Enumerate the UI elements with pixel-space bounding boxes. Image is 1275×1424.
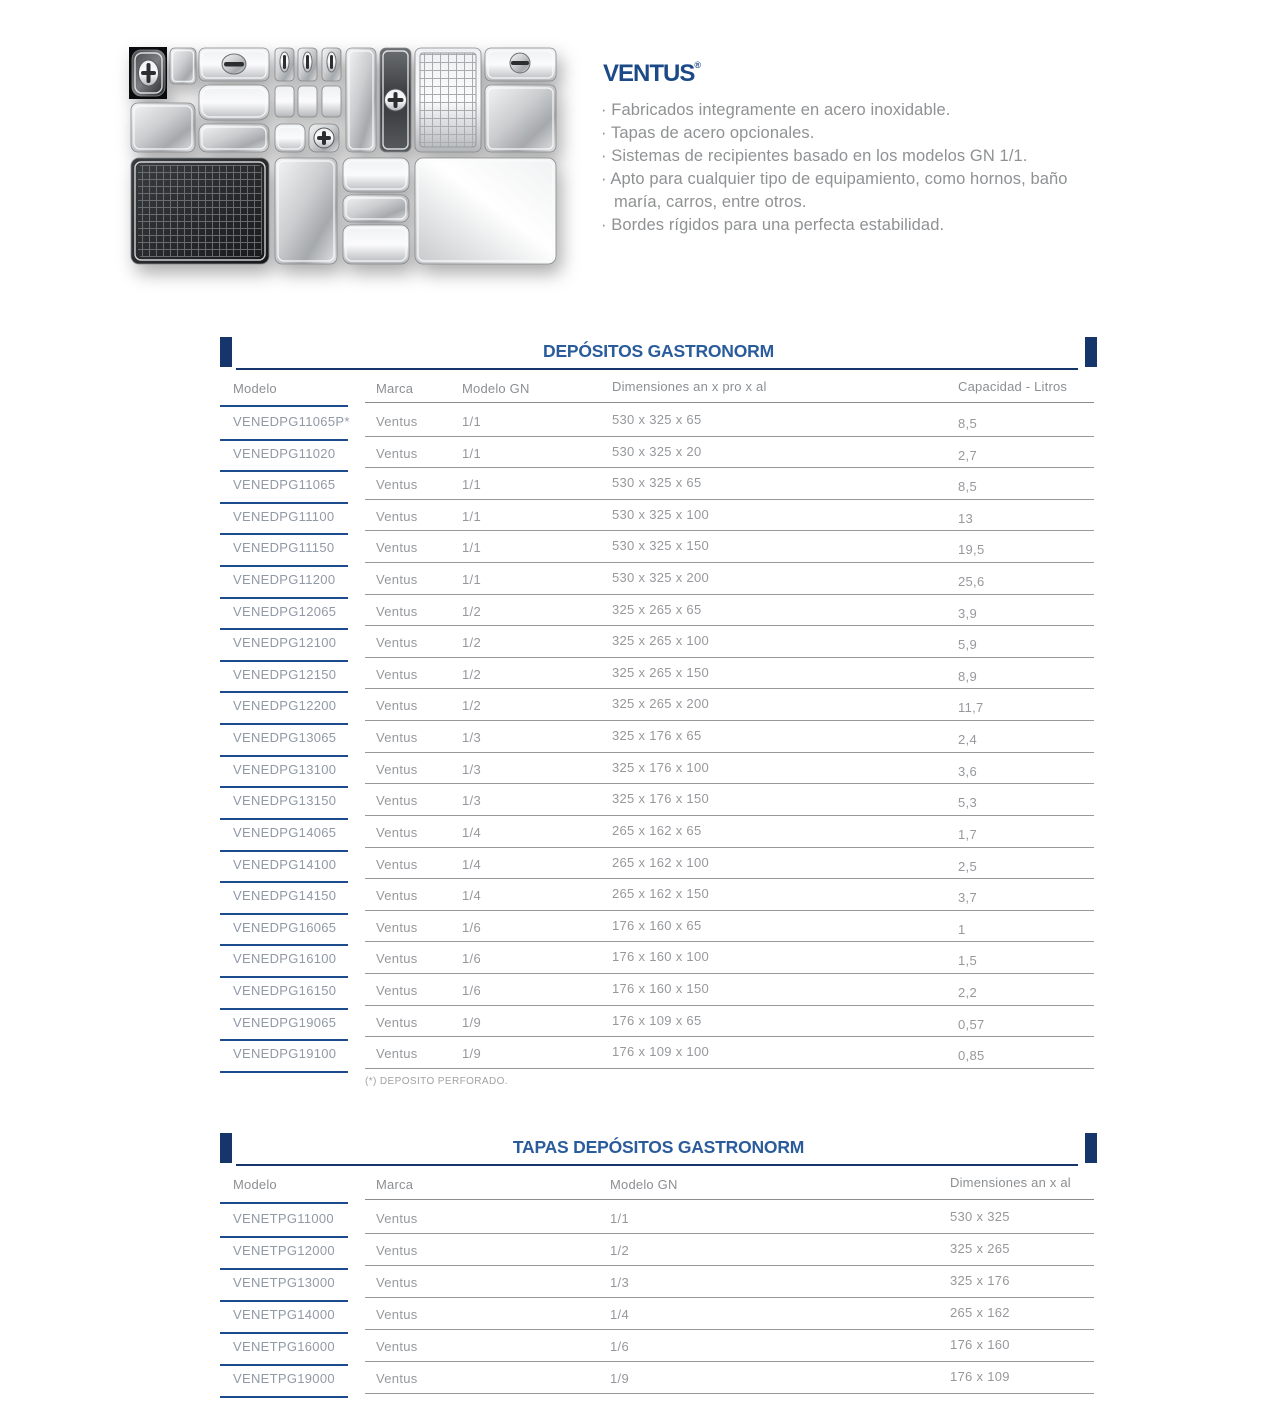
cell-dimensiones: 530 x 325 x 65 (612, 412, 702, 427)
title-bar-right (1085, 337, 1097, 367)
cell-modelo: VENEDPG13150 (233, 793, 337, 809)
table-row (220, 976, 1097, 1008)
cell-dimensiones: 325 x 265 x 100 (612, 633, 710, 649)
cell-modelo-gn: 1/1 (462, 572, 481, 588)
cell-capacidad: 0,57 (958, 1016, 985, 1032)
cell-dimensiones: 176 x 160 x 150 (612, 980, 710, 996)
cell-modelo-gn: 1/2 (462, 603, 481, 619)
cell-modelo: VENEDPG19100 (233, 1046, 337, 1062)
cell-modelo: VENETPG12000 (233, 1243, 335, 1258)
row-divider (365, 1265, 1094, 1266)
row-divider (365, 1233, 1094, 1234)
cell-modelo-gn: 1/2 (462, 666, 481, 682)
cell-capacidad: 2,4 (958, 732, 977, 748)
title-bar-right (1085, 1133, 1097, 1163)
table1-rows (220, 407, 1097, 1071)
cell-modelo: VENEDPG16100 (233, 951, 337, 967)
row-divider (365, 1036, 1094, 1037)
cell-dimensiones: 176 x 109 x 65 (612, 1012, 702, 1028)
cell-dimensiones: 265 x 162 (950, 1305, 1010, 1320)
cell-modelo: VENEDPG11200 (233, 572, 336, 588)
row-divider (365, 688, 1094, 689)
table2-title-row (220, 1133, 1097, 1166)
col-header-marca: Marca (376, 1177, 414, 1192)
cell-marca: Ventus (376, 1275, 418, 1290)
cell-capacidad: 13 (958, 510, 974, 526)
cell-modelo-gn: 1/2 (610, 1243, 629, 1258)
cell-dimensiones: 176 x 160 x 100 (612, 949, 710, 965)
cell-dimensiones: 176 x 160 x 65 (612, 917, 702, 933)
cell-dimensiones: 325 x 265 (950, 1241, 1010, 1256)
cell-dimensiones: 176 x 160 (950, 1337, 1010, 1352)
table-row (220, 660, 1097, 692)
cell-modelo-gn: 1/9 (610, 1371, 629, 1386)
cell-marca: Ventus (376, 888, 418, 904)
cell-modelo-gn: 1/6 (462, 919, 481, 935)
row-divider (365, 973, 1094, 974)
cell-marca: Ventus (376, 1014, 418, 1030)
row-divider (365, 657, 1094, 658)
tapas-depositos-table (220, 1133, 1097, 1396)
cell-modelo-gn: 1/3 (462, 761, 481, 777)
cell-marca: Ventus (376, 666, 418, 682)
cell-modelo: VENETPG13000 (233, 1275, 335, 1290)
cell-dimensiones: 325 x 265 x 65 (612, 601, 702, 617)
row-divider (365, 1005, 1094, 1006)
modelo-underline (220, 1071, 348, 1073)
cell-capacidad: 1 (958, 921, 966, 937)
row-divider (365, 1297, 1094, 1298)
cell-capacidad: 2,5 (958, 858, 977, 874)
feature-item: · Sistemas de recipientes basado en los modelos GN 1/1. (601, 147, 1028, 165)
cell-marca: Ventus (376, 856, 418, 872)
feature-item: · Fabricados integramente en acero inoxidable. (601, 101, 951, 119)
cell-modelo-gn: 1/3 (462, 730, 481, 746)
cell-modelo-gn: 1/4 (462, 856, 481, 872)
cell-modelo: VENEDPG11020 (233, 445, 336, 461)
registered-mark: ® (694, 60, 701, 70)
feature-item: · Bordes rígidos para una perfecta estabilidad. (601, 216, 945, 234)
cell-dimensiones: 530 x 325 (950, 1209, 1010, 1224)
col-header-modelo: Modelo (233, 1177, 277, 1192)
table1-header (220, 370, 1097, 407)
cell-marca: Ventus (376, 793, 418, 809)
cell-modelo: VENEDPG13100 (233, 761, 337, 777)
cell-modelo-gn: 1/3 (462, 793, 481, 809)
table-row (220, 597, 1097, 629)
table-row (220, 1300, 1097, 1332)
table1-title: DEPÓSITOS GASTRONORM (543, 341, 774, 361)
cell-marca: Ventus (376, 919, 418, 935)
cell-modelo-gn: 1/6 (462, 982, 481, 998)
cell-marca: Ventus (376, 1046, 418, 1062)
cell-marca: Ventus (376, 603, 418, 619)
cell-modelo: VENETPG16000 (233, 1339, 335, 1354)
cell-marca: Ventus (376, 730, 418, 746)
cell-modelo: VENEDPG14065 (233, 824, 337, 840)
cell-modelo: VENEDPG12100 (233, 635, 337, 651)
product-photo (128, 46, 558, 268)
cell-dimensiones: 530 x 325 x 200 (612, 570, 710, 586)
table-row (220, 1332, 1097, 1364)
gastronorm-trays-photo (128, 46, 558, 268)
row-divider (365, 625, 1094, 626)
depositos-gastronorm-table (220, 337, 1097, 1087)
cell-capacidad: 2,7 (958, 447, 977, 463)
row-divider (365, 815, 1094, 816)
table1-title-row (220, 337, 1097, 370)
cell-dimensiones: 176 x 109 x 100 (612, 1044, 710, 1060)
cell-dimensiones: 325 x 265 x 150 (612, 664, 710, 680)
cell-capacidad: 25,6 (958, 574, 985, 590)
cell-modelo-gn: 1/1 (462, 445, 481, 461)
cell-modelo-gn: 1/6 (610, 1339, 629, 1354)
cell-marca: Ventus (376, 1211, 418, 1226)
row-divider (365, 436, 1094, 437)
cell-marca: Ventus (376, 414, 418, 429)
col-header-dimensiones: Dimensiones an x pro x al (612, 379, 767, 394)
cell-dimensiones: 530 x 325 x 150 (612, 538, 710, 554)
cell-modelo: VENEDPG14100 (233, 856, 337, 872)
table-row (220, 1268, 1097, 1300)
cell-capacidad: 8,9 (958, 668, 977, 684)
row-divider (365, 783, 1094, 784)
table-row (220, 723, 1097, 755)
feature-list (601, 99, 1088, 237)
feature-item: · Apto para cualquier tipo de equipamiento, como hornos, baño maría, carros, entre otros. (601, 170, 1068, 211)
table-row (220, 1236, 1097, 1268)
cell-modelo-gn: 1/2 (462, 635, 481, 651)
table2-rows (220, 1204, 1097, 1396)
table-row (220, 1008, 1097, 1040)
header-divider (365, 402, 1094, 403)
cell-capacidad: 0,85 (958, 1048, 985, 1064)
cell-marca: Ventus (376, 1307, 418, 1322)
cell-marca: Ventus (376, 445, 418, 461)
cell-capacidad: 8,5 (958, 416, 977, 431)
feature-item: · Tapas de acero opcionales. (601, 124, 815, 142)
cell-modelo-gn: 1/1 (610, 1211, 629, 1226)
cell-modelo: VENEDPG19065 (233, 1014, 337, 1030)
col-header-capacidad: Capacidad - Litros (958, 379, 1068, 394)
row-divider (365, 562, 1094, 563)
cell-modelo-gn: 1/3 (610, 1275, 629, 1290)
cell-dimensiones: 325 x 176 (950, 1273, 1010, 1288)
cell-modelo: VENEDPG11065P* (233, 414, 350, 429)
cell-modelo: VENEDPG16150 (233, 982, 337, 998)
row-divider (365, 530, 1094, 531)
cell-modelo-gn: 1/4 (462, 888, 481, 904)
cell-modelo-gn: 1/4 (610, 1307, 629, 1322)
table-row (220, 755, 1097, 787)
row-divider (365, 720, 1094, 721)
row-divider (365, 1393, 1094, 1394)
table-row (220, 818, 1097, 850)
cell-dimensiones: 265 x 162 x 150 (612, 886, 710, 902)
cell-marca: Ventus (376, 540, 418, 556)
cell-marca: Ventus (376, 635, 418, 651)
cell-modelo: VENETPG14000 (233, 1307, 335, 1322)
row-divider (365, 941, 1094, 942)
cell-dimensiones: 176 x 109 (950, 1369, 1010, 1384)
cell-dimensiones: 265 x 162 x 100 (612, 854, 710, 870)
cell-modelo-gn: 1/1 (462, 477, 481, 493)
cell-marca: Ventus (376, 951, 418, 967)
table-row (220, 533, 1097, 565)
row-divider (365, 878, 1094, 879)
cell-modelo-gn: 1/9 (462, 1014, 481, 1030)
table-row (220, 944, 1097, 976)
cell-marca: Ventus (376, 1371, 418, 1386)
cell-capacidad: 5,3 (958, 795, 977, 811)
cell-marca: Ventus (376, 824, 418, 840)
row-divider (365, 1329, 1094, 1330)
cell-capacidad: 8,5 (958, 479, 977, 495)
table-row (220, 691, 1097, 723)
cell-marca: Ventus (376, 982, 418, 998)
cell-dimensiones: 325 x 176 x 100 (612, 759, 710, 775)
brand-logo (603, 60, 701, 88)
cell-capacidad: 19,5 (958, 542, 985, 558)
title-bar-left (220, 1133, 232, 1163)
table-row (220, 565, 1097, 597)
cell-capacidad: 2,2 (958, 984, 977, 1000)
cell-capacidad: 3,9 (958, 605, 977, 621)
cell-marca: Ventus (376, 572, 418, 588)
cell-modelo-gn: 1/9 (462, 1046, 481, 1062)
cell-modelo-gn: 1/1 (462, 414, 481, 429)
cell-capacidad: 1,7 (958, 826, 977, 842)
cell-capacidad: 5,9 (958, 637, 977, 653)
table1-footnote: (*) DEPOSITO PERFORADO. (365, 1075, 508, 1087)
cell-modelo: VENEDPG12065 (233, 603, 337, 619)
cell-modelo: VENEDPG14150 (233, 888, 337, 904)
cell-modelo: VENEDPG12150 (233, 666, 337, 682)
table-row (220, 913, 1097, 945)
col-header-modelo-gn: Modelo GN (462, 381, 530, 396)
cell-marca: Ventus (376, 761, 418, 777)
cell-capacidad: 1,5 (958, 953, 977, 969)
cell-marca: Ventus (376, 477, 418, 493)
cell-modelo: VENEDPG11100 (233, 508, 335, 524)
col-header-modelo: Modelo (233, 381, 277, 396)
table-row (220, 439, 1097, 471)
row-divider (365, 847, 1094, 848)
brand-logo-text: VENTUS (603, 60, 695, 87)
cell-marca: Ventus (376, 1243, 418, 1258)
row-divider (365, 1068, 1094, 1069)
cell-dimensiones: 325 x 265 x 200 (612, 696, 710, 712)
cell-modelo-gn: 1/1 (462, 540, 481, 556)
table-row (220, 628, 1097, 660)
cell-modelo: VENEDPG11065 (233, 477, 336, 493)
col-header-modelo-gn: Modelo GN (610, 1177, 678, 1192)
title-bar-left (220, 337, 232, 367)
row-divider (365, 752, 1094, 753)
table-row (220, 881, 1097, 913)
cell-modelo: VENEDPG13065 (233, 730, 337, 746)
header-divider (365, 1199, 1094, 1200)
table-row (220, 1204, 1097, 1236)
cell-capacidad: 3,7 (958, 890, 977, 906)
row-divider (365, 499, 1094, 500)
cell-dimensiones: 325 x 176 x 150 (612, 791, 710, 807)
cell-modelo-gn: 1/4 (462, 824, 481, 840)
modelo-underline (220, 1396, 348, 1398)
row-divider (365, 467, 1094, 468)
cell-dimensiones: 530 x 325 x 20 (612, 443, 702, 459)
table-row (220, 502, 1097, 534)
cell-modelo-gn: 1/6 (462, 951, 481, 967)
table-row (220, 407, 1097, 439)
cell-modelo: VENEDPG11150 (233, 540, 335, 556)
table2-header (220, 1166, 1097, 1204)
row-divider (365, 594, 1094, 595)
table-row (220, 850, 1097, 882)
cell-marca: Ventus (376, 508, 418, 524)
cell-modelo-gn: 1/1 (462, 508, 481, 524)
cell-dimensiones: 325 x 176 x 65 (612, 728, 702, 744)
cell-marca: Ventus (376, 698, 418, 714)
cell-dimensiones: 530 x 325 x 100 (612, 506, 710, 522)
table-row (220, 786, 1097, 818)
cell-modelo: VENEDPG16065 (233, 919, 337, 935)
row-divider (365, 910, 1094, 911)
row-divider (365, 1361, 1094, 1362)
cell-modelo: VENETPG19000 (233, 1371, 335, 1386)
cell-dimensiones: 530 x 325 x 65 (612, 475, 702, 491)
cell-dimensiones: 265 x 162 x 65 (612, 822, 702, 838)
table-row (220, 1364, 1097, 1396)
col-header-dimensiones: Dimensiones an x al (950, 1175, 1071, 1190)
col-header-marca: Marca (376, 381, 414, 396)
table-row (220, 1039, 1097, 1071)
table-row (220, 470, 1097, 502)
cell-modelo: VENEDPG12200 (233, 698, 337, 714)
cell-modelo: VENETPG11000 (233, 1211, 334, 1226)
cell-capacidad: 3,6 (958, 763, 977, 779)
cell-modelo-gn: 1/2 (462, 698, 481, 714)
cell-marca: Ventus (376, 1339, 418, 1354)
cell-capacidad: 11,7 (958, 700, 984, 716)
table2-title: TAPAS DEPÓSITOS GASTRONORM (512, 1137, 805, 1157)
